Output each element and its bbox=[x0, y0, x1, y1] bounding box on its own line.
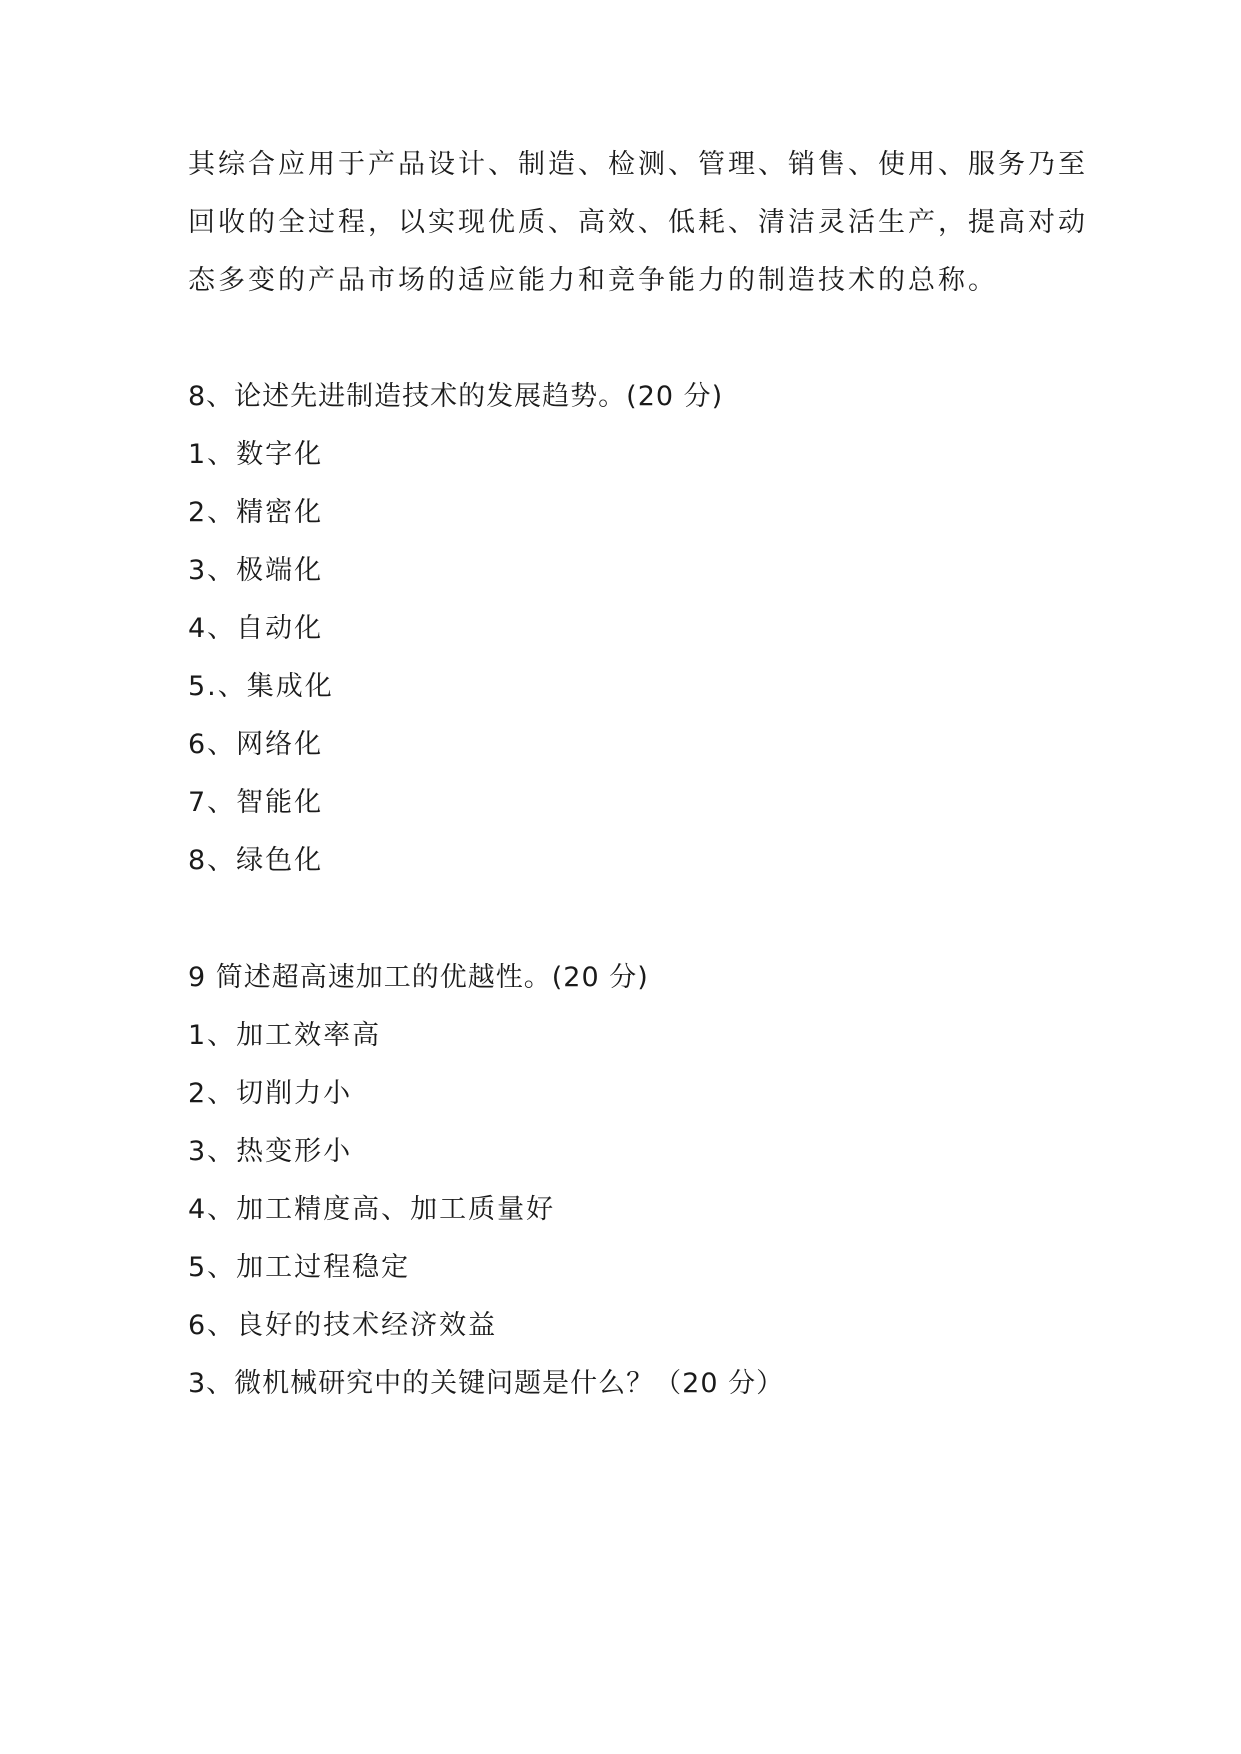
list-item: 2、精密化 bbox=[188, 497, 324, 528]
paragraph-line: 回收的全过程，以实现优质、高效、低耗、清洁灵活生产，提高对动 bbox=[188, 207, 1088, 238]
question-9-title: 9 简述超高速加工的优越性。(20 分) bbox=[188, 962, 649, 993]
list-item: 4、自动化 bbox=[188, 613, 324, 644]
list-item: 2、切削力小 bbox=[188, 1078, 353, 1109]
question-8-title: 8、论述先进制造技术的发展趋势。(20 分) bbox=[188, 381, 724, 412]
question-3-title: 3、微机械研究中的关键问题是什么？（20 分） bbox=[188, 1368, 785, 1399]
list-item: 4、加工精度高、加工质量好 bbox=[188, 1194, 556, 1225]
list-item: 1、加工效率高 bbox=[188, 1020, 382, 1051]
list-item: 3、热变形小 bbox=[188, 1136, 353, 1167]
list-item: 3、极端化 bbox=[188, 555, 324, 586]
paragraph-line: 态多变的产品市场的适应能力和竞争能力的制造技术的总称。 bbox=[188, 265, 998, 296]
list-item: 5.、集成化 bbox=[188, 671, 334, 702]
paragraph-line: 其综合应用于产品设计、制造、检测、管理、销售、使用、服务乃至 bbox=[188, 149, 1088, 180]
list-item: 1、数字化 bbox=[188, 439, 324, 470]
list-item: 6、网络化 bbox=[188, 729, 324, 760]
list-item: 8、绿色化 bbox=[188, 845, 324, 876]
list-item: 6、良好的技术经济效益 bbox=[188, 1310, 498, 1341]
list-item: 7、智能化 bbox=[188, 787, 324, 818]
list-item: 5、加工过程稳定 bbox=[188, 1252, 411, 1283]
